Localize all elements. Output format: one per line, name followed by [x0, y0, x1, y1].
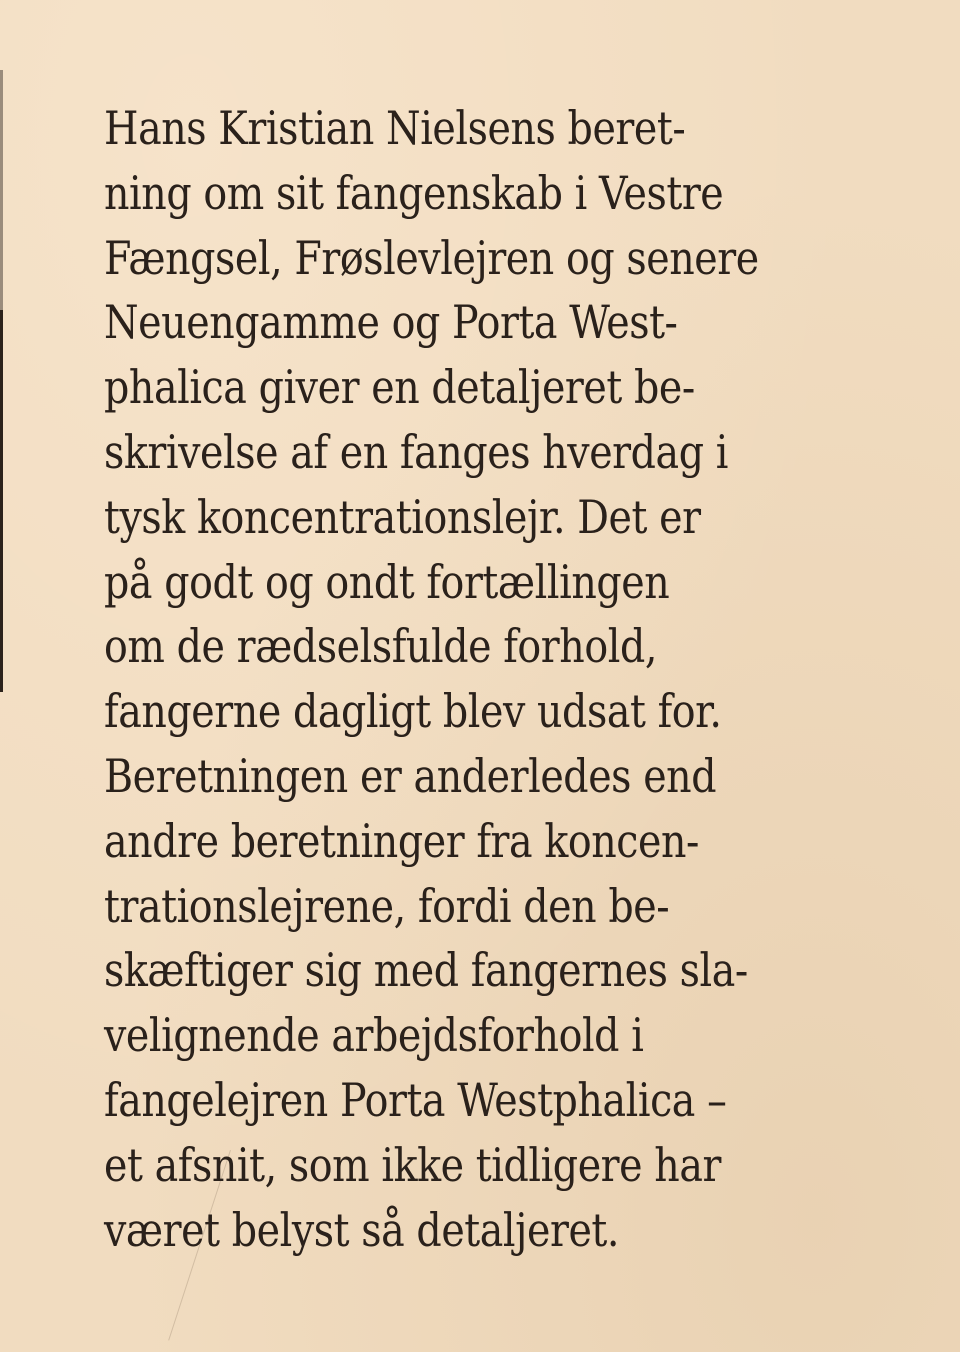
blurb-line: været belyst så detaljeret.: [104, 1202, 620, 1257]
blurb-line: ning om sit fangenskab i Vestre: [104, 165, 724, 220]
blurb-line: velignende arbejdsforhold i: [104, 1008, 644, 1063]
blurb-line: om de rædselsfulde forhold,: [104, 619, 657, 674]
blurb-line: Fængsel, Frøslevlejren og senere: [104, 230, 759, 285]
blurb-line: Beretningen er anderledes end: [104, 748, 717, 803]
blurb-text: [104, 96, 924, 1262]
blurb-line: phalica giver en detaljeret be-: [104, 360, 695, 415]
blurb-line: trationslejrene, fordi den be-: [104, 878, 670, 933]
blurb-line: på godt og ondt fortællingen: [104, 554, 670, 609]
blurb-line: fangelejren Porta Westphalica –: [104, 1072, 727, 1127]
spine-edge-light: [0, 70, 3, 310]
blurb-line: et afsnit, som ikke tidligere har: [104, 1137, 721, 1192]
blurb-line: skrivelse af en fanges hverdag i: [104, 424, 728, 479]
blurb-line: andre beretninger fra koncen-: [104, 813, 699, 868]
spine-edge-dark: [0, 310, 3, 692]
blurb-line: skæftiger sig med fangernes sla-: [104, 943, 748, 998]
blurb-line: Neuengamme og Porta West-: [104, 295, 678, 350]
blurb-line: Hans Kristian Nielsens beret-: [104, 101, 686, 155]
blurb-line: fangerne dagligt blev udsat for.: [104, 684, 722, 739]
blurb-line: tysk koncentrationslejr. Det er: [104, 489, 701, 544]
